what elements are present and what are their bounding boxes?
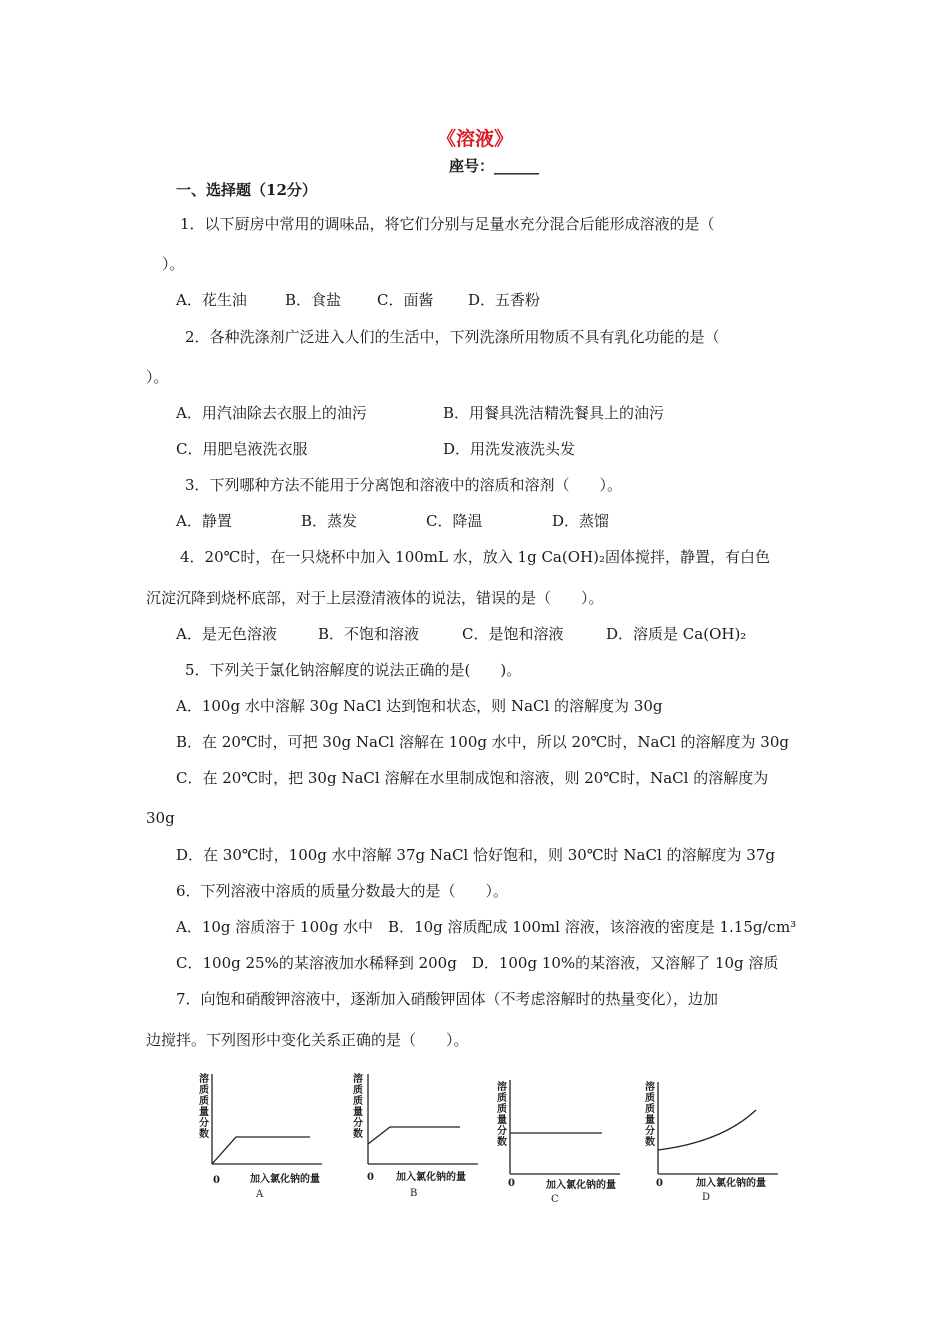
page-title: 《溶液》 <box>436 128 513 150</box>
q6-options-cd: C．100g 25%的某溶液加水稀释到 200g D．100g 10%的某溶液，又溶解了 10g 溶质 <box>176 954 779 972</box>
q3-option-c: C．降温 <box>426 512 483 530</box>
question-5-text: 5．下列关于氯化钠溶解度的说法正确的是( )。 <box>185 661 522 679</box>
graph-a-plot <box>196 1072 326 1172</box>
question-7-text: 7．向饱和硝酸钾溶液中，逐渐加入硝酸钾固体（不考虑溶解时的热量变化），边加 <box>176 990 719 1008</box>
q3-option-b: B．蒸发 <box>301 512 358 530</box>
graph-d-plot <box>642 1080 782 1180</box>
q4-option-b: B．不饱和溶液 <box>318 625 420 643</box>
q2-option-d: D．用洗发液洗头发 <box>443 440 576 458</box>
graph-a-origin: 0 <box>213 1175 220 1186</box>
graph-c-x-label: 加入氯化钠的量 <box>546 1180 616 1191</box>
graph-a <box>196 1072 326 1200</box>
q2-option-b: B．用餐具洗洁精洗餐具上的油污 <box>443 404 665 422</box>
q4-option-d: D．溶质是 Ca(OH)₂ <box>606 625 747 643</box>
section-heading: 一、选择题（12分） <box>176 181 317 199</box>
graph-c-letter: C <box>551 1194 559 1205</box>
q1-option-b: B．食盐 <box>285 291 342 309</box>
graph-a-y-label: 溶质质量分数 <box>199 1074 209 1140</box>
graph-a-letter: A <box>256 1189 264 1200</box>
graph-b-plot <box>352 1072 482 1172</box>
graph-d <box>642 1080 782 1203</box>
question-2-text: 2．各种洗涤剂广泛进入人们的生活中，下列洗涤所用物质不具有乳化功能的是（ <box>185 328 720 346</box>
graph-b <box>352 1072 482 1199</box>
graph-d-origin: 0 <box>656 1178 663 1189</box>
seat-number-label: 座号：______ <box>449 157 540 175</box>
graph-b-y-label: 溶质质量分数 <box>353 1074 363 1140</box>
question-1-text-cont: ）。 <box>162 255 185 273</box>
question-7-text-cont: 边搅拌。下列图形中变化关系正确的是（ ）。 <box>146 1031 469 1049</box>
q4-option-a: A．是无色溶液 <box>176 625 277 643</box>
graph-c-plot <box>494 1078 624 1178</box>
q5-option-d: D．在 30℃时，100g 水中溶解 37g NaCl 恰好饱和，则 30℃时 NaCl 的溶解度为 37g <box>176 846 775 864</box>
question-2-text-cont: ）。 <box>146 368 169 386</box>
q2-option-c: C．用肥皂液洗衣服 <box>176 440 308 458</box>
graph-a-x-label: 加入氯化钠的量 <box>250 1174 320 1185</box>
question-1-text: 1．以下厨房中常用的调味品，将它们分别与足量水充分混合后能形成溶液的是（ <box>180 215 715 233</box>
graph-b-origin: 0 <box>367 1172 374 1183</box>
graph-d-letter: D <box>702 1192 711 1203</box>
q4-option-c: C．是饱和溶液 <box>462 625 564 643</box>
graph-c-y-label: 溶质质量分数 <box>497 1082 507 1148</box>
question-6-text: 6．下列溶液中溶质的质量分数最大的是（ ）。 <box>176 882 509 900</box>
question-3-text: 3．下列哪种方法不能用于分离饱和溶液中的溶质和溶剂（ ）。 <box>185 476 623 494</box>
graph-c-origin: 0 <box>508 1178 515 1189</box>
q3-option-d: D．蒸馏 <box>552 512 610 530</box>
q2-option-a: A．用汽油除去衣服上的油污 <box>176 404 367 422</box>
q1-option-a: A．花生油 <box>176 291 247 309</box>
q5-option-b: B．在 20℃时，可把 30g NaCl 溶解在 100g 水中，所以 20℃时，NaCl 的溶解度为 30g <box>176 733 789 751</box>
q5-option-c-cont: 30g <box>146 809 175 827</box>
q5-option-c: C．在 20℃时，把 30g NaCl 溶解在水里制成饱和溶液，则 20℃时，NaCl 的溶解度为 <box>176 769 769 787</box>
graph-c <box>494 1078 624 1205</box>
graph-d-x-label: 加入氯化钠的量 <box>696 1178 766 1189</box>
graph-b-x-label: 加入氯化钠的量 <box>396 1172 466 1183</box>
graph-d-y-label: 溶质质量分数 <box>645 1082 655 1148</box>
question-4-text-cont: 沉淀沉降到烧杯底部，对于上层澄清液体的说法，错误的是（ ）。 <box>146 589 604 607</box>
q3-option-a: A．静置 <box>176 512 232 530</box>
q6-options-ab: A．10g 溶质溶于 100g 水中 B．10g 溶质配成 100ml 溶液，该溶液的密度是 1.15g/cm³ <box>176 918 797 936</box>
q5-option-a: A．100g 水中溶解 30g NaCl 达到饱和状态，则 NaCl 的溶解度为 30g <box>176 697 663 715</box>
q1-option-c: C．面酱 <box>377 291 434 309</box>
graph-b-letter: B <box>410 1188 418 1199</box>
q1-option-d: D．五香粉 <box>468 291 541 309</box>
question-4-text: 4．20℃时，在一只烧杯中加入 100mL 水，放入 1g Ca(OH)₂固体搅拌，静置，有白色 <box>180 548 770 566</box>
